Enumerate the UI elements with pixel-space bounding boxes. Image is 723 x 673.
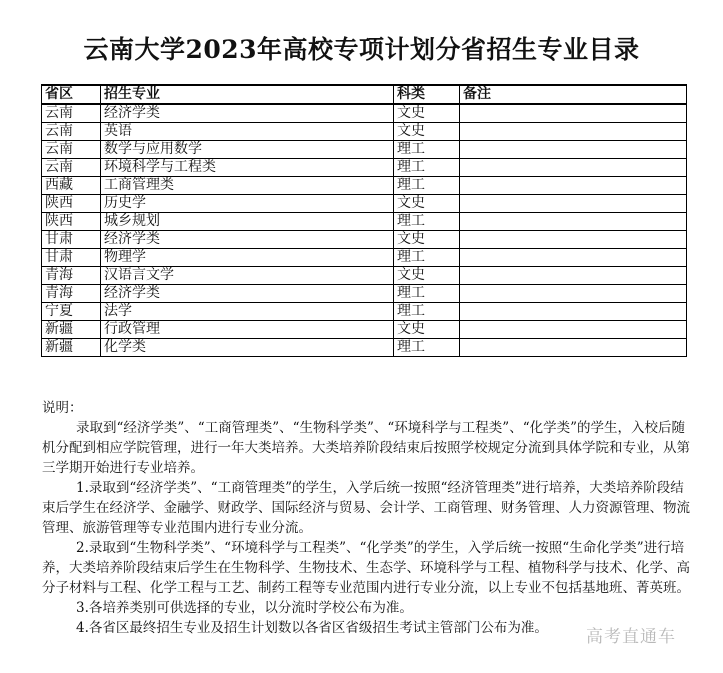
cell-province: 甘肃 <box>42 249 101 267</box>
cell-major: 数学与应用数学 <box>101 141 394 159</box>
cell-major: 汉语言文学 <box>101 267 394 285</box>
cell-province: 新疆 <box>42 339 101 357</box>
table-row <box>42 123 687 141</box>
cell-remarks <box>460 321 687 339</box>
cell-category: 文史 <box>394 321 460 339</box>
header-category: 科类 <box>394 85 460 104</box>
header-province: 省区 <box>42 85 101 104</box>
cell-remarks <box>460 285 687 303</box>
cell-province: 云南 <box>42 141 101 159</box>
cell-province: 云南 <box>42 123 101 141</box>
cell-province: 云南 <box>42 159 101 177</box>
cell-category: 理工 <box>394 177 460 195</box>
table-row <box>42 285 687 303</box>
cell-remarks <box>460 249 687 267</box>
cell-category: 理工 <box>394 249 460 267</box>
table-row <box>42 231 687 249</box>
table-row <box>42 339 687 357</box>
cell-major: 行政管理 <box>101 321 394 339</box>
cell-major: 英语 <box>101 123 394 141</box>
cell-category: 理工 <box>394 285 460 303</box>
notes-section <box>42 398 690 638</box>
table-row <box>42 141 687 159</box>
cell-remarks <box>460 123 687 141</box>
cell-major: 历史学 <box>101 195 394 213</box>
cell-province: 新疆 <box>42 321 101 339</box>
cell-category: 理工 <box>394 339 460 357</box>
cell-province: 陕西 <box>42 195 101 213</box>
cell-province: 甘肃 <box>42 231 101 249</box>
notes-paragraph: 3.各培养类别可供选择的专业，以分流时学校公布为准。 <box>76 600 413 616</box>
cell-remarks <box>460 195 687 213</box>
page-title: 云南大学2023年高校专项计划分省招生专业目录 <box>83 35 640 64</box>
notes-label: 说明： <box>42 400 83 416</box>
table-header-row <box>42 85 687 104</box>
cell-major: 物理学 <box>101 249 394 267</box>
cell-major: 法学 <box>101 303 394 321</box>
cell-remarks <box>460 159 687 177</box>
header-major: 招生专业 <box>101 85 394 104</box>
notes-paragraph: 4.各省区最终招生专业及招生计划数以各省区省级招生考试主管部门公布为准。 <box>76 620 548 636</box>
header-remarks: 备注 <box>460 85 687 104</box>
table-row <box>42 249 687 267</box>
table-body <box>42 104 687 357</box>
cell-remarks <box>460 213 687 231</box>
table-row <box>42 195 687 213</box>
cell-major: 化学类 <box>101 339 394 357</box>
cell-remarks <box>460 303 687 321</box>
cell-category: 文史 <box>394 104 460 123</box>
cell-remarks <box>460 141 687 159</box>
cell-category: 文史 <box>394 267 460 285</box>
cell-category: 理工 <box>394 141 460 159</box>
cell-province: 云南 <box>42 104 101 123</box>
cell-province: 西藏 <box>42 177 101 195</box>
notes-paragraph: 录取到“经济学类”、“工商管理类”、“生物科学类”、“环境科学与工程类”、“化学类”的学生，入校后随机分配到相应学院管理，进行一年大类培养。大类培养阶段结束后按照学校规定分流到具体学院和专业，从第三学期开始进行专业培养。 <box>42 420 690 476</box>
notes-paragraph: 2.录取到“生物科学类”、“环境科学与工程类”、“化学类”的学生，入学后统一按照“生命化学类”进行培养，大类培养阶段结束后学生在生物科学、生物技术、生态学、环境科学与工程、植物科学与技术、化学、高分子材料与工程、化学工程与工艺、制药工程等专业范围内进行专业分流，以上专业不包括基地班、菁英班。 <box>42 540 690 596</box>
cell-remarks <box>460 267 687 285</box>
table-row <box>42 213 687 231</box>
cell-remarks <box>460 104 687 123</box>
cell-province: 青海 <box>42 267 101 285</box>
cell-category: 文史 <box>394 231 460 249</box>
cell-major: 城乡规划 <box>101 213 394 231</box>
cell-major: 经济学类 <box>101 104 394 123</box>
table-row <box>42 177 687 195</box>
watermark-text: 高考直通车 <box>586 627 676 647</box>
cell-category: 理工 <box>394 213 460 231</box>
table-row <box>42 321 687 339</box>
table-row <box>42 159 687 177</box>
cell-major: 环境科学与工程类 <box>101 159 394 177</box>
cell-province: 宁夏 <box>42 303 101 321</box>
table-row <box>42 303 687 321</box>
cell-major: 工商管理类 <box>101 177 394 195</box>
cell-province: 青海 <box>42 285 101 303</box>
cell-category: 理工 <box>394 303 460 321</box>
cell-category: 文史 <box>394 123 460 141</box>
cell-category: 理工 <box>394 159 460 177</box>
table-row <box>42 104 687 123</box>
major-catalog-table <box>41 84 687 357</box>
table-row <box>42 267 687 285</box>
cell-remarks <box>460 177 687 195</box>
cell-major: 经济学类 <box>101 231 394 249</box>
cell-remarks <box>460 231 687 249</box>
cell-major: 经济学类 <box>101 285 394 303</box>
cell-province: 陕西 <box>42 213 101 231</box>
cell-category: 文史 <box>394 195 460 213</box>
cell-remarks <box>460 339 687 357</box>
notes-paragraph: 1.录取到“经济学类”、“工商管理类”的学生，入学后统一按照“经济管理类”进行培养，大类培养阶段结束后学生在经济学、金融学、财政学、国际经济与贸易、会计学、工商管理、财务管理、人力资源管理、物流管理、旅游管理等专业范围内进行专业分流。 <box>42 480 690 536</box>
